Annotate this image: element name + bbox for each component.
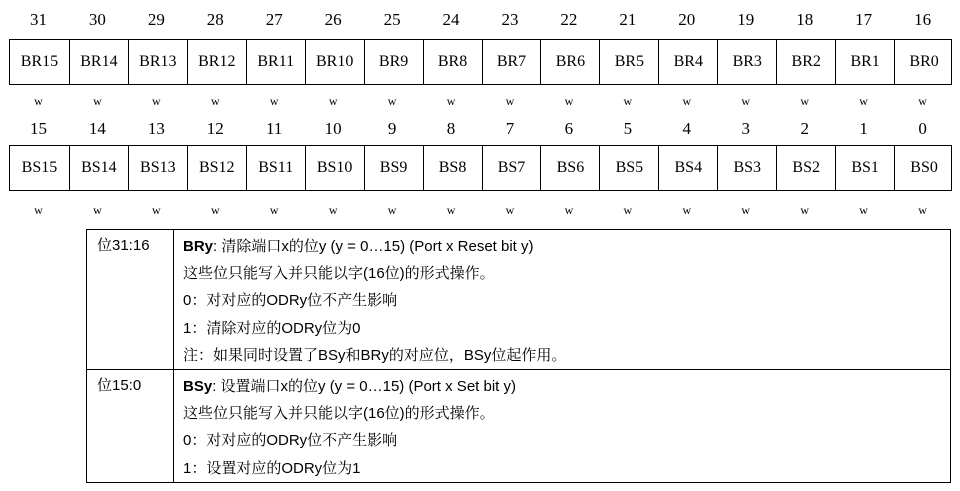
register-field-cell: BS1 [835,146,894,190]
bit-number: 5 [623,119,633,138]
access-type: w [682,94,692,108]
bit-number: 19 [737,10,755,29]
register-field-cell: BS15 [21,159,58,176]
access-type: w [505,203,515,217]
register-field-cell: BR12 [187,40,246,84]
bit-number: 20 [678,10,696,29]
register-field-cell: BR4 [658,40,717,84]
access-type: w [918,203,927,217]
bit-number: 14 [88,119,106,138]
access-type: w [210,94,220,108]
bottom-register-field-row [9,145,952,191]
register-field-cell: BS7 [482,146,541,190]
description-line: 1：设置对应的ODRy位为1 [183,459,361,477]
access-type: w [152,203,161,217]
description-row-bs [87,369,951,482]
register-field-cell: BS12 [187,146,246,190]
field-name: BRy [183,238,214,255]
register-field-cell: BS8 [423,146,482,190]
bit-number: 24 [442,10,460,29]
access-type: w [859,94,868,108]
register-field-cell: BR1 [835,40,894,84]
bit-number: 6 [564,119,574,138]
description-title [183,233,950,260]
bit-number: 10 [324,119,342,138]
register-field-cell: BR10 [305,40,364,84]
access-type: w [269,94,279,108]
access-type: w [918,94,927,108]
register-field-cell: BR3 [717,40,776,84]
description-line: 注：如果同时设置了BSy和BRy的对应位，BSy位起作用。 [183,346,567,364]
access-type: w [505,94,515,108]
access-type: w [269,203,279,217]
description-title [183,373,950,400]
register-field-cell: BS0 [894,146,953,190]
register-field-cell: BS4 [658,146,717,190]
bit-number: 27 [265,10,283,29]
access-type: w [210,203,220,217]
description-line: 这些位只能写入并只能以字(16位)的形式操作。 [183,265,495,283]
register-field-cell: BR0 [894,40,953,84]
register-field-cell: BR11 [246,40,305,84]
access-type: w [34,203,43,217]
register-field-cell: BS6 [540,146,599,190]
access-type: w [741,203,751,217]
field-name: BSy [183,377,213,395]
description-line: 1：清除对应的ODRy位为0 [183,319,361,337]
bit-number: 11 [266,119,283,138]
bit-number: 22 [560,10,578,29]
bit-range-label: 位15:0 [87,369,174,482]
description-line: 0：对对应的ODRy位不产生影响 [183,432,398,450]
access-type: w [800,94,810,108]
bit-number: 31 [29,10,47,29]
top-bit-number-row [9,8,952,32]
register-field-cell: BS10 [305,146,364,190]
access-type: w [93,203,102,217]
description-cell [174,230,951,370]
bit-number: 25 [383,10,401,29]
access-type: w [800,203,810,217]
bit-number: 26 [324,10,342,29]
register-field-cell: BS9 [364,146,423,190]
register-field-cell: BR7 [482,40,541,84]
bit-number: 3 [741,119,750,138]
bit-number: 0 [918,119,927,138]
bit-number: 21 [619,10,637,29]
access-type: w [623,203,633,217]
register-field-cell: BR9 [364,40,423,84]
description-line: 这些位只能写入并只能以字(16位)的形式操作。 [183,405,495,423]
description-cell [174,369,951,482]
top-access-row [9,89,952,113]
bit-range-label: 位31:16 [87,230,174,370]
register-field-cell: BS14 [69,146,128,190]
bit-number: 18 [796,10,814,29]
bit-number: 29 [147,10,165,29]
access-type: w [152,94,161,108]
top-register-field-row [9,39,952,85]
bit-number: 2 [800,119,809,138]
register-field-cell: BR13 [128,40,187,84]
access-type: w [623,94,633,108]
description-row-br [87,230,951,370]
bit-number: 12 [206,119,224,138]
access-type: w [564,203,574,217]
access-type: w [387,203,397,217]
register-field-cell: BR6 [540,40,599,84]
bit-description-table [86,229,951,483]
access-type: w [328,94,338,108]
access-type: w [682,203,692,217]
bit-number: 30 [88,10,106,29]
bit-number: 17 [855,10,873,29]
access-type: w [328,203,338,217]
bit-number: 9 [387,119,397,138]
access-type: w [387,94,397,108]
bit-number: 1 [859,119,868,138]
bottom-access-row [9,198,952,222]
bit-number: 28 [206,10,224,29]
bottom-bit-number-row [9,117,952,141]
bit-number: 4 [682,119,692,138]
access-type: w [93,94,102,108]
bit-number: 23 [501,10,519,29]
register-field-cell: BS11 [246,146,305,190]
access-type: w [34,94,43,108]
access-type: w [446,94,456,108]
access-type: w [741,94,751,108]
register-field-cell: BR5 [599,40,658,84]
bit-number: 8 [446,119,456,138]
bit-number: 7 [505,119,515,138]
register-field-cell: BR8 [423,40,482,84]
register-field-cell: BS5 [599,146,658,190]
access-type: w [564,94,574,108]
bit-number: 15 [29,119,47,138]
access-type: w [859,203,868,217]
register-field-cell: BR15 [20,53,59,70]
register-field-cell: BR14 [69,40,128,84]
description-line: 0：对对应的ODRy位不产生影响 [183,292,398,310]
bit-number: 13 [147,119,165,138]
field-title: : 清除端口x的位y (y = 0…15) (Port x Reset bit y) [213,238,534,255]
access-type: w [446,203,456,217]
register-field-cell: BS13 [128,146,187,190]
register-field-cell: BS2 [776,146,835,190]
register-field-cell: BS3 [717,146,776,190]
bit-number: 16 [914,10,932,29]
register-field-cell: BR2 [776,40,835,84]
field-title: : 设置端口x的位y (y = 0…15) (Port x Set bit y) [212,377,516,395]
